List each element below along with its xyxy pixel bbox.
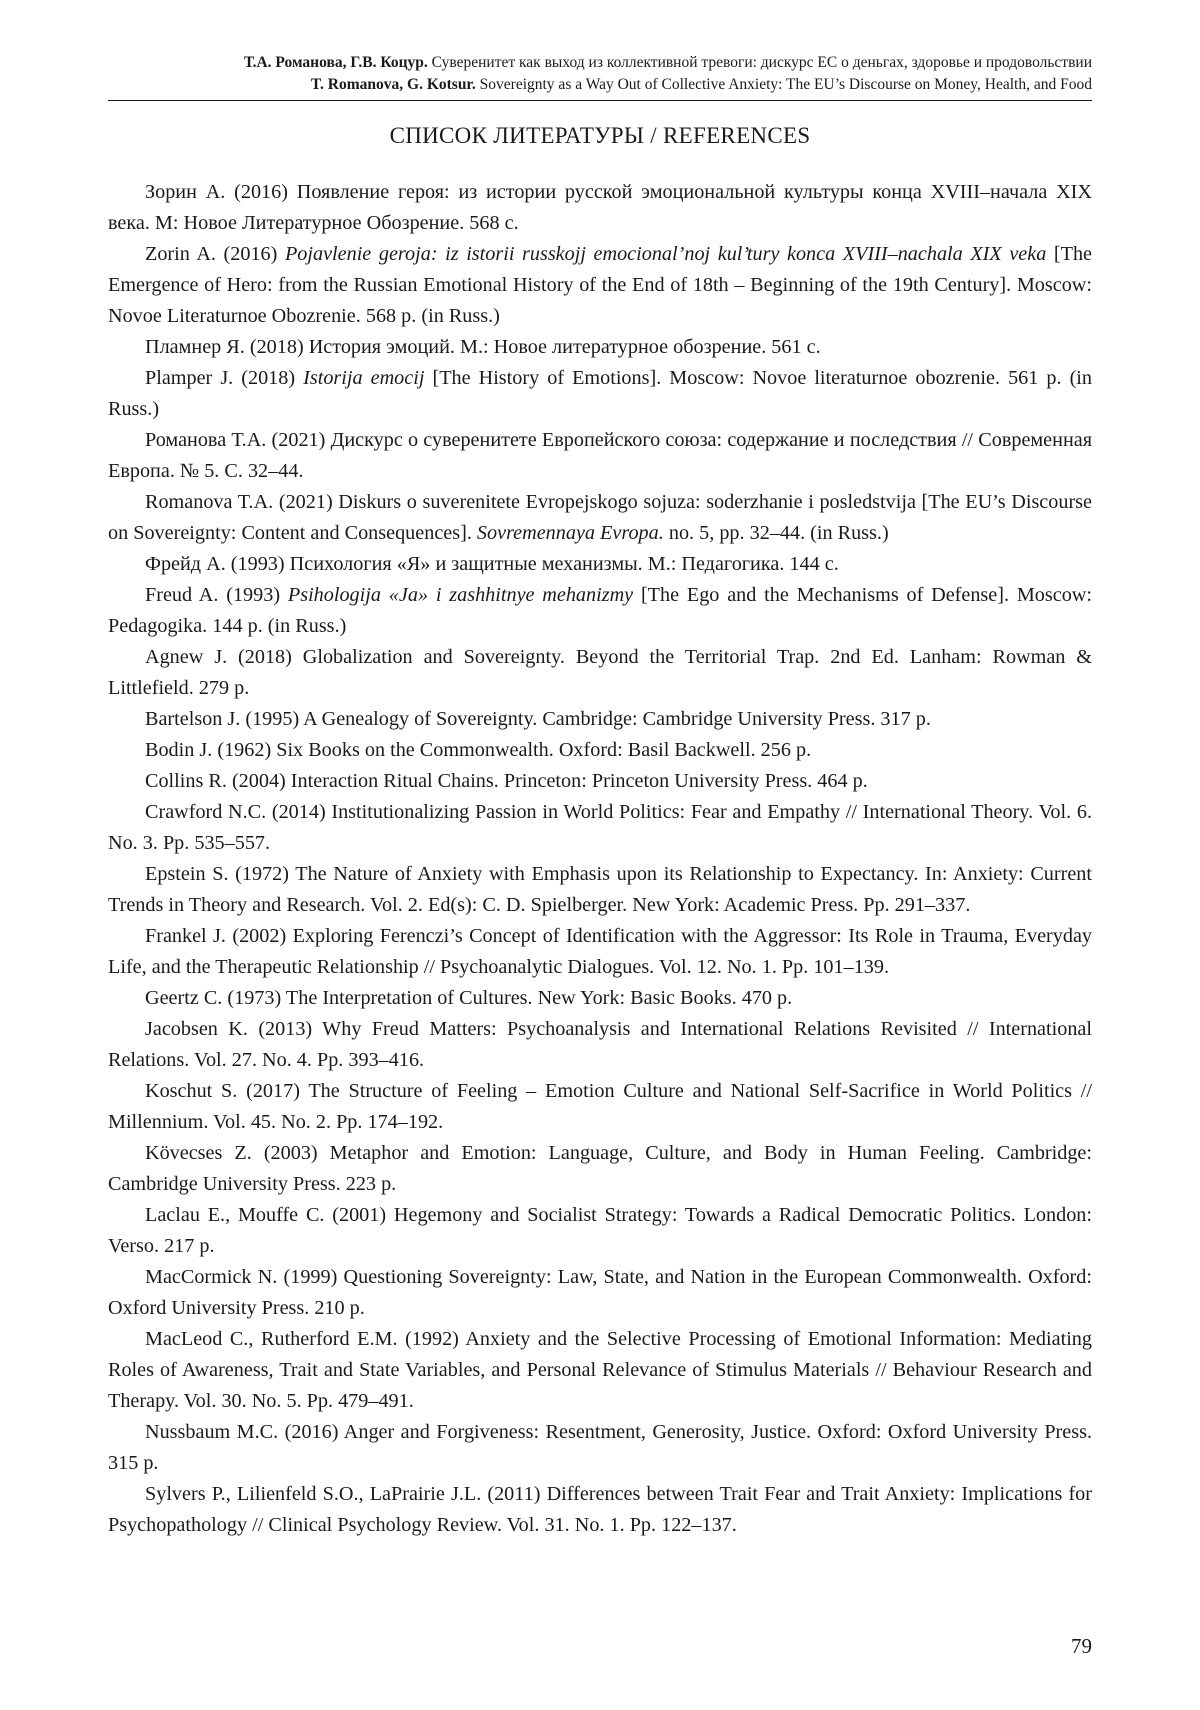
reference-text: Laclau E., Mouffe C. (2001) Hegemony and Socialist Strategy: Towards a Radical Democratic Politics. London: Verso. 217 p. <box>108 1204 1092 1257</box>
reference-entry <box>108 580 1092 642</box>
reference-text: Jacobsen K. (2013) Why Freud Matters: Psychoanalysis and International Relations Revisited // International Relations. Vol. 27. No. 4. Pp. 393–416. <box>108 1018 1092 1071</box>
reference-text: Sylvers P., Lilienfeld S.O., LaPrairie J.L. (2011) Differences between Trait Fear and Trait Anxiety: Implications for Psychopathology // Clinical Psychology Review. Vol. 31. No. 1. Pp. 122–137. <box>108 1483 1092 1536</box>
reference-text: Фрейд А. (1993) Психология «Я» и защитные механизмы. М.: Педагогика. 144 с. <box>145 553 839 575</box>
running-header-ru <box>108 52 1092 74</box>
reference-entry <box>108 797 1092 859</box>
reference-text: Plamper J. (2018) <box>145 367 304 389</box>
reference-entry <box>108 735 1092 766</box>
reference-entry <box>108 487 1092 549</box>
reference-entry <box>108 921 1092 983</box>
reference-text: Koschut S. (2017) The Structure of Feeling – Emotion Culture and National Self-Sacrifice in World Politics // Millennium. Vol. 45. No. 2. Pp. 174–192. <box>108 1080 1092 1133</box>
reference-entry <box>108 704 1092 735</box>
reference-entry <box>108 859 1092 921</box>
reference-entry <box>108 1324 1092 1417</box>
reference-text: Frankel J. (2002) Exploring Ferenczi’s Concept of Identification with the Aggressor: Its Role in Trauma, Everyday Life, and the Therapeutic Relationship // Psychoanalytic Dialogues. Vol. 12. No. 1. Pp. 101–139. <box>108 925 1092 978</box>
reference-list <box>108 177 1092 1541</box>
reference-entry <box>108 1262 1092 1324</box>
reference-entry <box>108 1479 1092 1541</box>
reference-text: Agnew J. (2018) Globalization and Sovereignty. Beyond the Territorial Trap. 2nd Ed. Lanham: Rowman & Littlefield. 279 p. <box>108 646 1092 699</box>
running-header <box>108 52 1092 96</box>
reference-italic-title: Sovremennaya Evropa. <box>476 522 664 544</box>
running-header-en <box>108 74 1092 96</box>
paper-page <box>108 52 1092 1541</box>
reference-text: Collins R. (2004) Interaction Ritual Chains. Princeton: Princeton University Press. 464 p. <box>145 770 868 792</box>
header-divider <box>108 100 1092 101</box>
reference-entry <box>108 766 1092 797</box>
reference-entry <box>108 1200 1092 1262</box>
reference-text: Пламнер Я. (2018) История эмоций. М.: Новое литературное обозрение. 561 с. <box>145 336 821 358</box>
section-title: СПИСОК ЛИТЕРАТУРЫ / REFERENCES <box>389 123 811 148</box>
header-en-authors: T. Romanova, G. Kotsur. <box>310 76 476 93</box>
reference-italic-title: Istorija emocij <box>303 367 425 389</box>
reference-text: Зорин А. (2016) Появление героя: из истории русской эмоциональной культуры конца XVIII–начала XIX века. М: Новое Литературное Обозрение. 568 с. <box>108 181 1092 234</box>
reference-text: Crawford N.C. (2014) Institutionalizing Passion in World Politics: Fear and Empathy // International Theory. Vol. 6. No. 3. Pp. 535–557. <box>108 801 1092 854</box>
reference-text: Nussbaum M.C. (2016) Anger and Forgiveness: Resentment, Generosity, Justice. Oxford: Oxford University Press. 315 p. <box>108 1421 1092 1474</box>
reference-entry <box>108 363 1092 425</box>
reference-text: no. 5, pp. 32–44. (in Russ.) <box>663 522 889 544</box>
reference-entry <box>108 425 1092 487</box>
reference-text: Романова Т.А. (2021) Дискурс о суверенитете Европейского союза: содержание и последствия // Современная Европа. № 5. С. 32–44. <box>108 429 1092 482</box>
reference-entry <box>108 983 1092 1014</box>
reference-entry <box>108 239 1092 332</box>
reference-entry <box>108 1138 1092 1200</box>
page-number: 79 <box>1071 1634 1092 1658</box>
reference-italic-title: Pojavlenie geroja: iz istorii russkojj emocional’noj kul’tury konca XVIII–nachala XIX veka <box>284 243 1047 265</box>
reference-text: Freud A. (1993) <box>145 584 288 606</box>
header-ru-authors: Т.А. Романова, Г.В. Коцур. <box>243 54 428 71</box>
header-en-title: Sovereignty as a Way Out of Collective Anxiety: The EU’s Discourse on Money, Health, and Food <box>475 76 1092 93</box>
reference-entry <box>108 642 1092 704</box>
reference-entry <box>108 549 1092 580</box>
reference-text: Geertz C. (1973) The Interpretation of Cultures. New York: Basic Books. 470 p. <box>145 987 793 1009</box>
reference-entry <box>108 177 1092 239</box>
reference-text: MacLeod C., Rutherford E.M. (1992) Anxiety and the Selective Processing of Emotional Information: Mediating Roles of Awareness, Trait and State Variables, and Personal Relevance of Stimulus Materials // Behaviour Research and Therapy. Vol. 30. No. 5. Pp. 479–491. <box>108 1328 1092 1412</box>
header-ru-title: Суверенитет как выход из коллективной тревоги: дискурс ЕС о деньгах, здоровье и продовольствии <box>427 54 1092 71</box>
reference-entry <box>108 332 1092 363</box>
reference-text: MacCormick N. (1999) Questioning Sovereignty: Law, State, and Nation in the European Commonwealth. Oxford: Oxford University Press. 210 p. <box>108 1266 1092 1319</box>
reference-entry <box>108 1014 1092 1076</box>
reference-text: Bodin J. (1962) Six Books on the Commonwealth. Oxford: Basil Backwell. 256 p. <box>145 739 812 761</box>
reference-text: [The History of Emotions]. Moscow: Novoe literaturnoe obozrenie. 561 p. (in Russ.) <box>108 367 1093 420</box>
reference-text: [The Ego and the Mechanisms of Defense]. Moscow: Pedagogika. 144 p. (in Russ.) <box>108 584 1092 637</box>
reference-entry <box>108 1417 1092 1479</box>
reference-text: Epstein S. (1972) The Nature of Anxiety with Emphasis upon its Relationship to Expectancy. In: Anxiety: Current Trends in Theory and Research. Vol. 2. Ed(s): C. D. Spielberger. New York: Academic Press. Pp. 291–337. <box>108 863 1092 916</box>
reference-italic-title: Psihologija «Ja» i zashhitnye mehanizmy <box>287 584 634 606</box>
reference-text: Kövecses Z. (2003) Metaphor and Emotion: Language, Culture, and Body in Human Feeling. Cambridge: Cambridge University Press. 223 p. <box>108 1142 1092 1195</box>
reference-text: Zorin A. (2016) <box>145 243 285 265</box>
reference-text: [The Emergence of Hero: from the Russian Emotional History of the End of 18th – Beginning of the 19th Century]. Moscow: Novoe Literaturnoe Obozrenie. 568 p. (in Russ.) <box>108 243 1092 327</box>
reference-entry <box>108 1076 1092 1138</box>
reference-text: Bartelson J. (1995) A Genealogy of Sovereignty. Cambridge: Cambridge University Press. 317 p. <box>145 708 931 730</box>
reference-text: Romanova T.A. (2021) Diskurs o suverenitete Evropejskogo sojuza: soderzhanie i posledstvija [The EU’s Discourse on Sovereignty: Content and Consequences]. <box>108 491 1092 544</box>
